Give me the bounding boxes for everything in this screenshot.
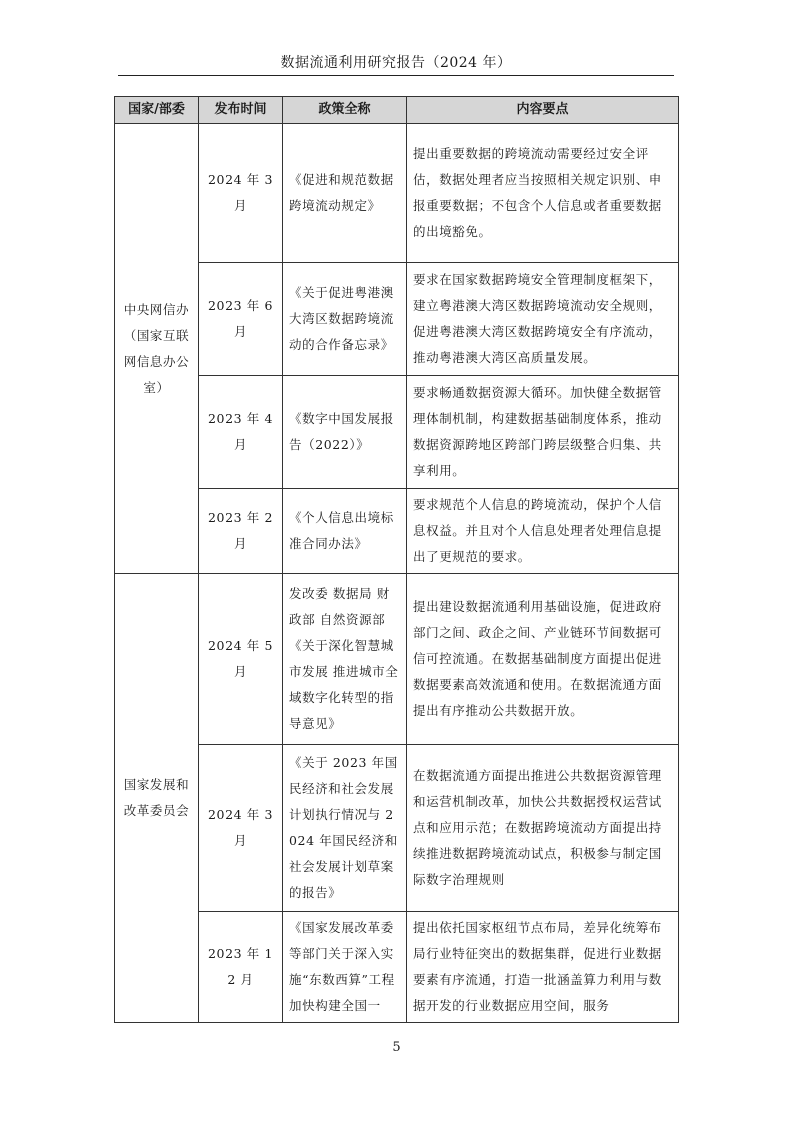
table-row: [115, 124, 679, 263]
column-header-department: 国家/部委: [115, 97, 199, 124]
date-cell: 2024 年 3 月: [199, 124, 283, 263]
policy-table: [114, 96, 679, 1023]
content-cell: 要求在国家数据跨境安全管理制度框架下，建立粤港澳大湾区数据跨境流动安全规则，促进粤港澳大湾区数据跨境安全有序流动，推动粤港澳大湾区高质量发展。: [407, 263, 679, 376]
table-row: [115, 912, 679, 1023]
policy-name-cell: 《个人信息出境标准合同办法》: [283, 489, 407, 574]
column-header-content: 内容要点: [407, 97, 679, 124]
header-rule: [118, 75, 674, 76]
content-cell: 要求畅通数据资源大循环。加快健全数据管理体制机制，构建数据基础制度体系，推动数据资源跨地区跨部门跨层级整合归集、共享利用。: [407, 376, 679, 489]
date-cell: 2024 年 3 月: [199, 745, 283, 912]
policy-name-cell: 《数字中国发展报告（2022）》: [283, 376, 407, 489]
department-cell: 国家发展和改革委员会: [115, 574, 199, 1023]
table-header-row: [115, 97, 679, 124]
content-cell: 提出依托国家枢纽节点布局，差异化统筹布局行业特征突出的数据集群，促进行业数据要素有序流通，打造一批涵盖算力利用与数据开发的行业数据应用空间，服务: [407, 912, 679, 1023]
column-header-date: 发布时间: [199, 97, 283, 124]
date-cell: 2023 年 2 月: [199, 489, 283, 574]
policy-name-cell: 发改委 数据局 财政部 自然资源部《关于深化智慧城市发展 推进城市全域数字化转型的指导意见》: [283, 574, 407, 745]
table-row: [115, 263, 679, 376]
policy-name-cell: 《国家发展改革委等部门关于深入实施“东数西算”工程加快构建全国一: [283, 912, 407, 1023]
page-number: 5: [392, 1040, 401, 1055]
page-header: 数据流通利用研究报告（2024 年）: [280, 55, 512, 71]
content-cell: 在数据流通方面提出推进公共数据资源管理和运营机制改革，加快公共数据授权运营试点和应用示范；在数据跨境流动方面提出持续推进数据跨境流动试点，积极参与制定国际数字治理规则: [407, 745, 679, 912]
table-row: [115, 574, 679, 745]
policy-name-cell: 《关于 2023 年国民经济和社会发展计划执行情况与 2024 年国民经济和社会发展计划草案的报告》: [283, 745, 407, 912]
policy-name-cell: 《促进和规范数据跨境流动规定》: [283, 124, 407, 263]
column-header-policy: 政策全称: [283, 97, 407, 124]
table-row: [115, 489, 679, 574]
table-row: [115, 745, 679, 912]
table-row: [115, 376, 679, 489]
date-cell: 2023 年 6 月: [199, 263, 283, 376]
content-cell: 提出建设数据流通利用基础设施，促进政府部门之间、政企之间、产业链环节间数据可信可控流通。在数据基础制度方面提出促进数据要素高效流通和使用。在数据流通方面提出有序推动公共数据开放。: [407, 574, 679, 745]
content-cell: 要求规范个人信息的跨境流动，保护个人信息权益。并且对个人信息处理者处理信息提出了更规范的要求。: [407, 489, 679, 574]
department-cell: 中央网信办（国家互联网信息办公室）: [115, 124, 199, 574]
date-cell: 2023 年 12 月: [199, 912, 283, 1023]
date-cell: 2023 年 4 月: [199, 376, 283, 489]
policy-name-cell: 《关于促进粤港澳大湾区数据跨境流动的合作备忘录》: [283, 263, 407, 376]
content-cell: 提出重要数据的跨境流动需要经过安全评估，数据处理者应当按照相关规定识别、申报重要数据；不包含个人信息或者重要数据的出境豁免。: [407, 124, 679, 263]
date-cell: 2024 年 5 月: [199, 574, 283, 745]
